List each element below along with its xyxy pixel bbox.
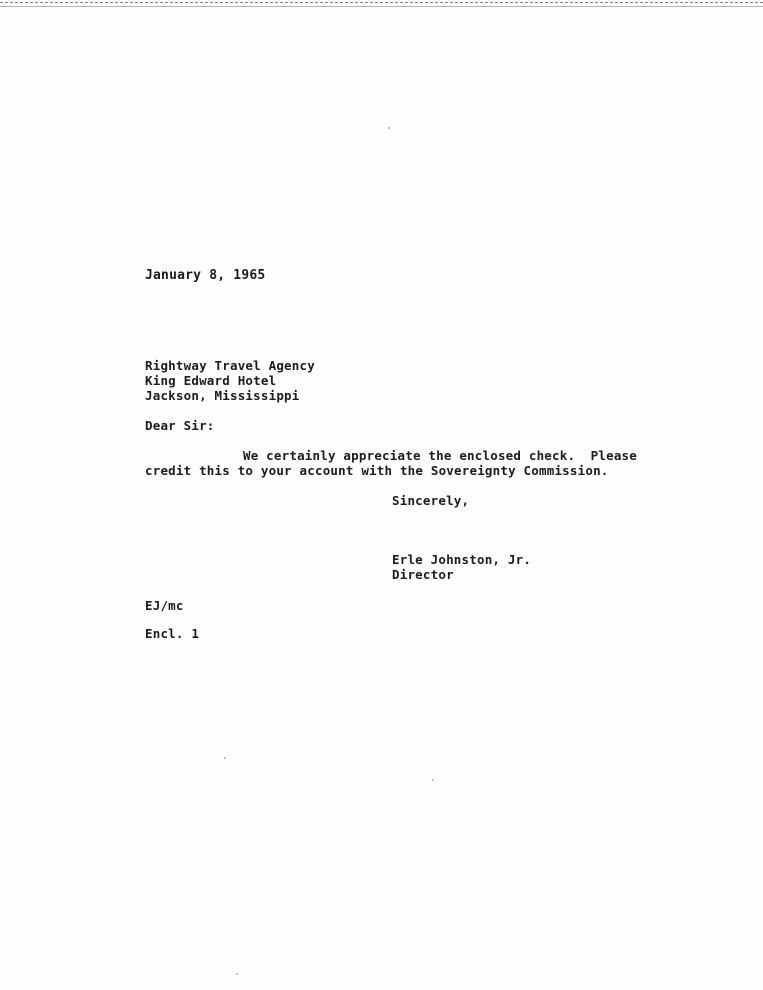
salutation: Dear Sir: — [145, 418, 215, 433]
closing: Sincerely, — [392, 493, 470, 508]
body-line-1: We certainly appreciate the enclosed check. Please — [243, 448, 638, 463]
paper-speck — [432, 779, 434, 781]
recipient-city-state: Jackson, Mississippi — [145, 388, 300, 403]
signer-title: Director — [392, 567, 454, 582]
body-line-2: credit this to your account with the Sovereignty Commission. — [145, 463, 609, 478]
recipient-address-line: King Edward Hotel — [145, 373, 277, 388]
page-top-edge — [0, 2, 763, 7]
recipient-name: Rightway Travel Agency — [145, 358, 315, 373]
letter-date: January 8, 1965 — [145, 268, 266, 283]
typist-initials: EJ/mc — [145, 598, 184, 613]
paper-speck — [388, 127, 390, 129]
enclosure-note: Encl. 1 — [145, 626, 200, 641]
paper-speck — [236, 973, 238, 975]
signer-name: Erle Johnston, Jr. — [392, 552, 532, 567]
paper-speck — [224, 757, 226, 759]
